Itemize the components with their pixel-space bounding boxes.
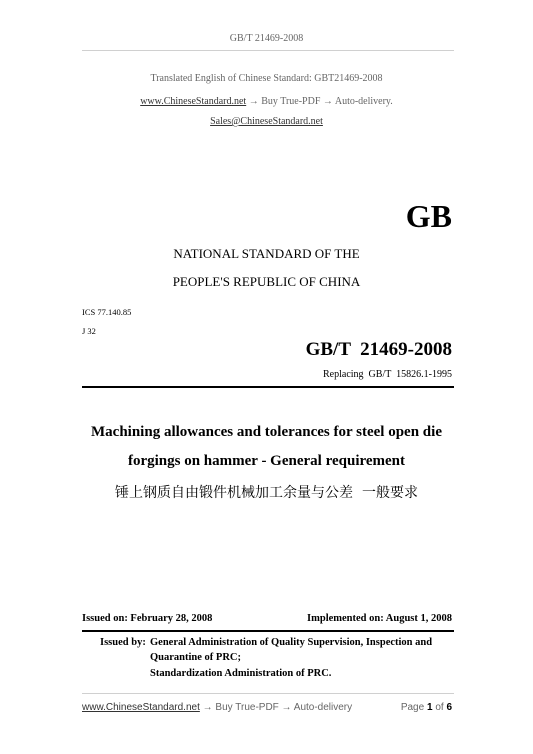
replacing-note: Replacing GB/T 15826.1-1995 xyxy=(323,369,452,380)
ics-code: ICS 77.140.85 xyxy=(82,307,132,317)
email-link[interactable]: Sales@ChineseStandard.net xyxy=(210,116,323,127)
translated-line: Translated English of Chinese Standard: GBT21469-2008 xyxy=(150,73,383,84)
page-prefix: Page xyxy=(400,702,425,713)
page-total: 6 xyxy=(446,702,452,713)
footer-divider xyxy=(82,693,454,694)
standard-number: GB/T 21469-2008 xyxy=(305,339,452,360)
page-current: 1 xyxy=(426,702,433,713)
buy-text: → Buy True-PDF → Auto-delivery. xyxy=(248,96,393,107)
header-divider xyxy=(82,50,454,51)
issued-on-date: Issued on: February 28, 2008 xyxy=(82,613,213,624)
gb-mark: GB xyxy=(405,198,452,234)
issued-by-line3: Standardization Administration of PRC. xyxy=(150,668,332,679)
issued-by-label: Issued by: xyxy=(100,637,146,648)
national-standard-line1: NATIONAL STANDARD OF THE xyxy=(173,246,360,261)
dates-rule xyxy=(82,630,454,632)
email-line xyxy=(0,116,533,127)
national-standard-line2: PEOPLE'S REPUBLIC OF CHINA xyxy=(172,274,361,289)
footer-buy-text: → Buy True-PDF → Auto-delivery xyxy=(202,702,353,713)
title-rule xyxy=(82,386,454,388)
ccs-code: J 32 xyxy=(82,326,96,336)
running-header: GB/T 21469-2008 xyxy=(229,33,304,44)
footer-site-link[interactable]: www.ChineseStandard.net xyxy=(82,702,200,713)
buy-line xyxy=(0,96,533,107)
title-cn: 锤上钢质自由锻件机械加工余量与公差 一般要求 xyxy=(115,485,418,501)
page-indicator xyxy=(352,702,452,713)
issued-by-line2: Quarantine of PRC; xyxy=(150,652,241,663)
site-link[interactable]: www.ChineseStandard.net xyxy=(140,96,247,107)
title-en-line2: forgings on hammer - General requirement xyxy=(127,453,406,469)
issued-by-line1: General Administration of Quality Supervision, Inspection and xyxy=(150,637,433,648)
implemented-on-date: Implemented on: August 1, 2008 xyxy=(307,613,452,624)
page-of: of xyxy=(435,702,444,713)
title-en-line1: Machining allowances and tolerances for steel open die xyxy=(91,424,442,440)
footer-buy-line xyxy=(82,702,352,713)
